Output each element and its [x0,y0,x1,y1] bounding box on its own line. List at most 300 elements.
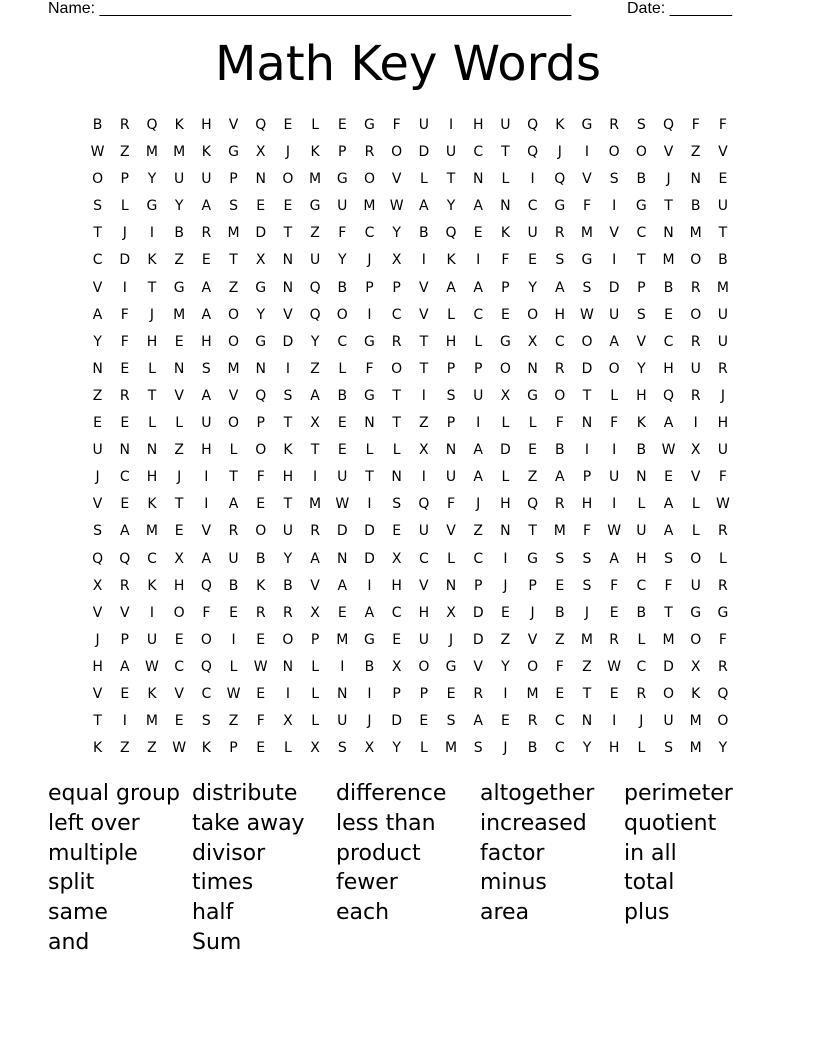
grid-letter[interactable]: I [612,442,617,459]
grid-letter[interactable]: N [500,198,511,215]
grid-letter[interactable]: P [120,631,129,648]
grid-letter[interactable]: E [446,685,456,702]
grid-letter[interactable]: R [718,577,728,594]
grid-letter[interactable]: T [147,279,157,296]
grid-letter[interactable]: P [310,631,320,648]
grid-letter[interactable]: L [311,658,319,675]
grid-letter[interactable]: U [309,252,321,269]
grid-letter[interactable]: Y [147,171,157,188]
grid-letter[interactable]: M [689,225,702,242]
grid-letter[interactable]: X [255,144,266,161]
grid-letter[interactable]: K [147,496,157,513]
grid-letter[interactable]: J [285,144,290,161]
grid-letter[interactable]: M [363,198,376,215]
grid-letter[interactable]: V [92,685,103,702]
grid-letter[interactable]: I [530,171,535,188]
grid-letter[interactable]: R [554,496,565,513]
grid-letter[interactable]: W [172,740,187,757]
grid-letter[interactable]: T [310,442,320,459]
grid-letter[interactable]: G [364,333,375,350]
grid-letter[interactable]: L [148,360,156,377]
grid-letter[interactable]: E [120,496,130,513]
grid-letter[interactable]: Y [283,550,293,567]
grid-letter[interactable]: S [473,740,483,757]
grid-letter[interactable]: D [282,333,294,350]
grid-letter[interactable]: R [609,631,620,648]
grid-letter[interactable]: O [554,387,566,404]
grid-letter[interactable]: L [311,685,319,702]
grid-letter[interactable]: S [664,550,673,567]
grid-letter[interactable]: W [335,496,350,513]
grid-letter[interactable]: R [473,685,484,702]
grid-letter[interactable]: J [530,604,535,621]
grid-letter[interactable]: I [122,279,127,296]
grid-letter[interactable]: I [204,469,209,486]
grid-letter[interactable]: N [255,360,266,377]
grid-letter[interactable]: A [446,279,456,296]
grid-letter[interactable]: H [636,550,647,567]
grid-letter[interactable]: P [365,279,374,296]
grid-letter[interactable]: C [391,306,402,323]
grid-letter[interactable]: C [554,333,565,350]
grid-letter[interactable]: T [229,469,238,486]
grid-letter[interactable]: Y [446,198,456,215]
grid-letter[interactable]: E [473,225,483,242]
grid-letter[interactable]: S [664,740,673,757]
grid-letter[interactable]: T [174,496,184,513]
grid-letter[interactable]: B [554,604,565,621]
grid-letter[interactable]: M [336,631,349,648]
grid-letter[interactable]: I [476,252,481,269]
grid-letter[interactable]: U [418,117,429,133]
grid-letter[interactable]: N [581,415,593,432]
grid-letter[interactable]: S [93,198,103,215]
grid-letter[interactable]: U [92,442,103,459]
grid-letter[interactable]: H [146,333,158,350]
grid-letter[interactable]: N [500,523,511,540]
grid-letter[interactable]: E [174,631,184,648]
grid-letter[interactable]: Q [445,225,457,242]
grid-letter[interactable]: Z [92,387,103,404]
grid-letter[interactable]: N [391,469,402,486]
grid-letter[interactable]: L [691,496,700,513]
grid-letter[interactable]: Y [637,360,646,377]
grid-letter[interactable]: F [120,306,129,323]
grid-letter[interactable]: U [663,713,674,730]
grid-letter[interactable]: O [690,550,702,567]
grid-letter[interactable]: M [526,685,539,702]
grid-letter[interactable]: D [472,604,484,621]
grid-letter[interactable]: I [612,496,617,513]
grid-letter[interactable]: C [473,306,484,323]
grid-letter[interactable]: O [581,333,593,350]
grid-letter[interactable]: A [201,198,212,215]
grid-letter[interactable]: K [93,740,103,757]
grid-letter[interactable]: X [690,658,701,675]
grid-letter[interactable]: U [228,550,239,567]
grid-letter[interactable]: Z [690,144,701,161]
grid-letter[interactable]: Q [527,496,539,513]
grid-letter[interactable]: J [95,631,100,648]
grid-letter[interactable]: H [282,469,294,486]
grid-letter[interactable]: M [309,171,322,188]
grid-letter[interactable]: E [500,713,510,730]
grid-letter[interactable]: E [664,306,673,323]
grid-letter[interactable]: F [582,198,591,215]
grid-letter[interactable]: V [174,387,184,404]
grid-letter[interactable]: S [582,577,592,594]
grid-letter[interactable]: Y [392,225,401,242]
grid-letter[interactable]: Y [501,658,510,675]
grid-letter[interactable]: O [663,685,675,702]
grid-letter[interactable]: H [663,360,674,377]
grid-letter[interactable]: P [256,415,265,432]
grid-letter[interactable]: U [337,713,348,730]
grid-letter[interactable]: L [419,740,428,757]
grid-letter[interactable]: A [201,387,212,404]
grid-letter[interactable]: Q [717,685,729,702]
grid-letter[interactable]: S [446,713,456,730]
grid-letter[interactable]: R [718,360,728,377]
grid-letter[interactable]: R [609,117,620,133]
grid-letter[interactable]: O [228,333,240,350]
grid-letter[interactable]: M [145,523,159,540]
grid-letter[interactable]: T [637,252,646,269]
grid-letter[interactable]: R [636,685,647,702]
date-field-label[interactable]: Date: _______ [627,0,732,17]
grid-letter[interactable]: U [609,306,620,323]
grid-letter[interactable]: C [337,333,348,350]
grid-letter[interactable]: J [367,713,372,730]
grid-letter[interactable]: A [609,550,619,567]
grid-letter[interactable]: L [447,306,455,323]
grid-letter[interactable]: M [716,279,729,296]
grid-letter[interactable]: I [612,198,617,215]
grid-letter[interactable]: M [689,740,702,757]
grid-letter[interactable]: W [661,442,676,459]
grid-letter[interactable]: U [282,523,294,540]
grid-letter[interactable]: Z [500,631,511,648]
grid-letter[interactable]: W [90,144,105,161]
grid-letter[interactable]: Q [418,496,430,513]
grid-letter[interactable]: C [119,469,130,486]
grid-letter[interactable]: E [120,360,130,377]
grid-letter[interactable]: X [92,577,103,594]
grid-letter[interactable]: J [557,144,562,161]
grid-letter[interactable]: I [476,415,481,432]
grid-letter[interactable]: E [500,306,510,323]
grid-letter[interactable]: T [664,198,673,215]
grid-letter[interactable]: V [174,685,184,702]
grid-letter[interactable]: E [609,604,619,621]
grid-letter[interactable]: P [446,415,456,432]
grid-letter[interactable]: F [555,415,564,432]
grid-letter[interactable]: P [419,685,429,702]
grid-letter[interactable]: H [472,117,484,133]
grid-letter[interactable]: X [310,740,320,757]
grid-letter[interactable]: N [581,713,593,730]
grid-letter[interactable]: Y [392,740,401,757]
grid-letter[interactable]: G [581,252,593,269]
grid-letter[interactable]: B [283,577,293,594]
grid-letter[interactable]: C [92,252,103,269]
grid-letter[interactable]: R [119,577,130,594]
grid-letter[interactable]: P [338,144,347,161]
grid-letter[interactable]: Q [119,550,131,567]
grid-letter[interactable]: L [501,469,510,486]
grid-letter[interactable]: T [528,523,537,540]
grid-letter[interactable]: F [256,469,265,486]
grid-letter[interactable]: A [201,279,212,296]
grid-letter[interactable]: B [419,225,429,242]
grid-letter[interactable]: U [636,523,647,540]
grid-letter[interactable]: U [445,144,457,161]
grid-letter[interactable]: T [283,415,293,432]
grid-letter[interactable]: A [419,198,429,215]
grid-letter[interactable]: Q [309,279,321,296]
grid-letter[interactable]: P [229,740,238,757]
grid-letter[interactable]: U [690,577,701,594]
grid-letter[interactable]: I [421,387,426,404]
grid-letter[interactable]: R [283,604,293,621]
grid-letter[interactable]: P [637,279,646,296]
grid-letter[interactable]: H [391,577,402,594]
grid-letter[interactable]: Y [256,306,265,323]
grid-letter[interactable]: M [309,496,322,513]
grid-letter[interactable]: I [122,713,127,730]
grid-letter[interactable]: M [662,252,675,269]
grid-letter[interactable]: Z [310,225,320,242]
grid-letter[interactable]: Q [146,117,158,133]
grid-letter[interactable]: E [256,496,266,513]
grid-letter[interactable]: N [337,685,348,702]
grid-letter[interactable]: O [282,171,294,188]
grid-letter[interactable]: A [119,658,130,675]
grid-letter[interactable]: R [119,117,130,133]
grid-letter[interactable]: D [364,523,375,540]
grid-letter[interactable]: M [145,144,159,161]
grid-letter[interactable]: T [446,171,456,188]
grid-letter[interactable]: F [120,333,129,350]
grid-letter[interactable]: H [201,442,212,459]
grid-letter[interactable]: V [419,577,429,594]
grid-letter[interactable]: K [446,252,456,269]
grid-letter[interactable]: D [418,144,430,161]
grid-letter[interactable]: X [690,442,701,459]
grid-letter[interactable]: V [636,333,647,350]
grid-letter[interactable]: R [255,604,266,621]
grid-letter[interactable]: J [95,469,100,486]
grid-letter[interactable]: O [391,360,403,377]
grid-letter[interactable]: L [338,360,347,377]
grid-letter[interactable]: F [365,360,374,377]
grid-letter[interactable]: T [147,387,157,404]
grid-letter[interactable]: O [255,442,267,459]
grid-letter[interactable]: R [364,144,375,161]
grid-letter[interactable]: C [364,225,375,242]
grid-letter[interactable]: E [120,415,130,432]
grid-letter[interactable]: C [527,198,538,215]
grid-letter[interactable]: T [419,333,429,350]
grid-letter[interactable]: T [283,496,293,513]
grid-letter[interactable]: K [147,685,157,702]
grid-letter[interactable]: J [122,225,127,242]
grid-letter[interactable]: I [204,496,209,513]
grid-letter[interactable]: N [445,442,457,459]
grid-letter[interactable]: L [474,333,483,350]
grid-letter[interactable]: U [201,415,212,432]
grid-letter[interactable]: L [501,171,510,188]
grid-letter[interactable]: E [609,685,619,702]
grid-letter[interactable]: W [145,658,159,675]
grid-letter[interactable]: Q [527,117,539,133]
grid-letter[interactable]: E [337,604,347,621]
grid-letter[interactable]: U [418,523,429,540]
grid-letter[interactable]: A [364,604,375,621]
grid-letter[interactable]: X [391,252,402,269]
grid-letter[interactable]: K [555,117,565,133]
grid-letter[interactable]: X [419,442,429,459]
grid-letter[interactable]: S [555,550,565,567]
grid-letter[interactable]: I [149,225,155,242]
grid-letter[interactable]: O [499,360,511,377]
grid-letter[interactable]: D [119,252,131,269]
grid-letter[interactable]: I [448,117,454,133]
grid-letter[interactable]: X [283,713,293,730]
grid-letter[interactable]: B [92,117,103,133]
grid-letter[interactable]: F [610,415,619,432]
grid-letter[interactable]: J [720,387,725,404]
grid-letter[interactable]: Q [92,550,104,567]
grid-letter[interactable]: N [146,442,158,459]
grid-letter[interactable]: P [501,279,510,296]
grid-letter[interactable]: C [636,577,647,594]
grid-letter[interactable]: V [92,496,103,513]
grid-letter[interactable]: V [92,279,103,296]
grid-letter[interactable]: F [447,496,456,513]
grid-letter[interactable]: M [145,713,159,730]
grid-letter[interactable]: A [473,713,483,730]
grid-letter[interactable]: E [174,713,184,730]
grid-letter[interactable]: J [639,713,644,730]
grid-letter[interactable]: P [229,171,238,188]
grid-letter[interactable]: A [119,523,130,540]
grid-letter[interactable]: D [391,713,403,730]
grid-letter[interactable]: V [201,523,212,540]
grid-letter[interactable]: L [528,415,537,432]
grid-letter[interactable]: L [637,496,646,513]
grid-letter[interactable]: E [283,198,293,215]
grid-letter[interactable]: G [173,279,185,296]
grid-letter[interactable]: V [718,144,728,161]
grid-letter[interactable]: E [174,523,184,540]
grid-letter[interactable]: V [419,306,429,323]
grid-letter[interactable]: I [584,144,590,161]
grid-letter[interactable]: N [527,360,538,377]
grid-letter[interactable]: Z [119,144,130,161]
grid-letter[interactable]: O [363,171,375,188]
grid-letter[interactable]: S [582,550,592,567]
grid-letter[interactable]: R [554,225,565,242]
grid-letter[interactable]: R [201,225,212,242]
grid-letter[interactable]: C [636,225,647,242]
grid-letter[interactable]: O [690,252,702,269]
grid-letter[interactable]: M [444,740,458,757]
grid-letter[interactable]: L [120,198,129,215]
grid-letter[interactable]: D [255,225,267,242]
grid-letter[interactable]: H [581,496,593,513]
grid-letter[interactable]: S [636,306,646,323]
grid-letter[interactable]: R [690,279,701,296]
grid-letter[interactable]: B [337,279,348,296]
grid-letter[interactable]: F [718,631,727,648]
grid-letter[interactable]: Z [419,415,429,432]
grid-letter[interactable]: F [582,523,591,540]
grid-letter[interactable]: H [201,333,212,350]
grid-letter[interactable]: K [310,144,320,161]
grid-letter[interactable]: C [636,658,647,675]
grid-letter[interactable]: Q [255,387,267,404]
grid-letter[interactable]: N [337,550,348,567]
grid-letter[interactable]: V [419,279,429,296]
grid-letter[interactable]: F [338,225,347,242]
grid-letter[interactable]: U [690,360,701,377]
grid-letter[interactable]: K [147,577,157,594]
grid-letter[interactable]: L [637,631,646,648]
grid-letter[interactable]: Q [554,171,566,188]
grid-letter[interactable]: Q [200,577,212,594]
grid-letter[interactable]: S [201,713,211,730]
grid-letter[interactable]: O [608,360,620,377]
grid-letter[interactable]: R [527,713,538,730]
grid-letter[interactable]: N [690,171,701,188]
grid-letter[interactable]: C [174,658,185,675]
grid-letter[interactable]: U [445,469,457,486]
grid-letter[interactable]: X [255,252,266,269]
grid-letter[interactable]: I [503,550,508,567]
grid-letter[interactable]: L [365,442,374,459]
grid-letter[interactable]: K [691,685,701,702]
grid-letter[interactable]: I [421,252,426,269]
grid-letter[interactable]: M [662,631,675,648]
grid-letter[interactable]: E [392,523,402,540]
grid-letter[interactable]: N [173,360,185,377]
grid-letter[interactable]: B [228,577,239,594]
grid-letter[interactable]: Y [528,279,537,296]
grid-letter[interactable]: O [690,631,702,648]
grid-letter[interactable]: A [337,577,348,594]
grid-letter[interactable]: C [391,604,402,621]
grid-letter[interactable]: J [503,740,508,757]
grid-letter[interactable]: Z [582,658,592,675]
grid-letter[interactable]: P [473,577,483,594]
grid-letter[interactable]: X [500,387,511,404]
grid-letter[interactable]: T [664,604,673,621]
grid-letter[interactable]: O [173,604,185,621]
grid-letter[interactable]: A [554,469,565,486]
grid-letter[interactable]: U [146,631,158,648]
grid-letter[interactable]: B [527,740,538,757]
grid-letter[interactable]: J [476,496,481,513]
grid-letter[interactable]: T [93,713,102,730]
grid-letter[interactable]: N [663,225,674,242]
grid-letter[interactable]: E [229,604,238,621]
grid-letter[interactable]: L [691,523,700,540]
name-field-label[interactable]: Name: _____________________________________________________ [48,0,572,17]
grid-letter[interactable]: W [226,685,241,702]
grid-letter[interactable]: V [473,658,483,675]
grid-letter[interactable]: Q [309,306,321,323]
